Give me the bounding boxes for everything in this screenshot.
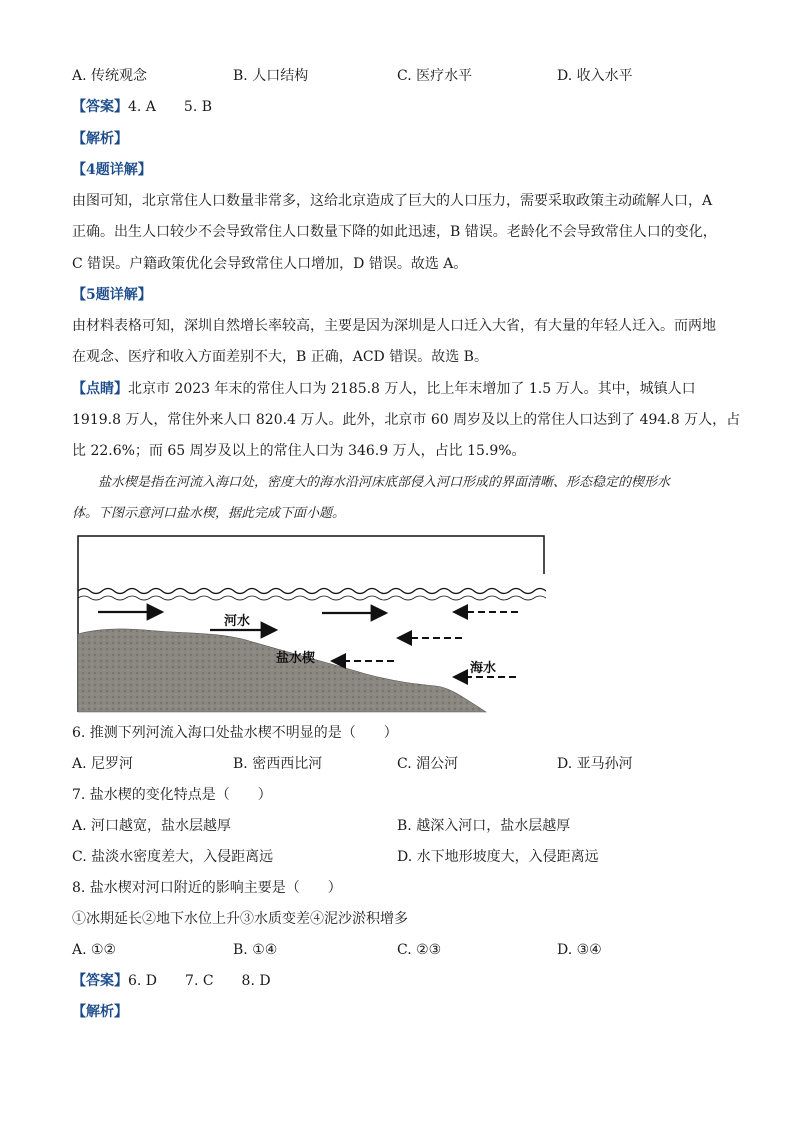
- q8-option-c: C. ②③: [397, 942, 442, 958]
- q6-option-b: B. 密西西比河: [233, 756, 323, 772]
- q7-option-b: B. 越深入河口，盐水层越厚: [397, 818, 571, 834]
- q7-stem: 7. 盐水楔的变化特点是（ ）: [72, 787, 272, 803]
- salt-wedge-figure: [76, 534, 546, 714]
- sea-label: 海水: [470, 661, 497, 676]
- q8-stem: 8. 盐水楔对河口附近的影响主要是（ ）: [72, 880, 342, 896]
- tips-tag: 【点睛】: [72, 381, 128, 397]
- q4-detail-line: 正确。出生人口较少不会导致常住人口数量下降的如此迅速，B 错误。老龄化不会导致常住人口的变化，: [72, 224, 717, 240]
- q6-stem: 6. 推测下列河流入海口处盐水楔不明显的是（ ）: [72, 725, 398, 741]
- q4-detail-tag: 【4题详解】: [72, 162, 152, 178]
- analysis-tag: 【解析】: [72, 1004, 128, 1020]
- q3-option-b: B. 人口结构: [233, 68, 309, 84]
- river-bed: [78, 629, 486, 712]
- q7-option-d: D. 水下地形坡度大，入侵距离远: [397, 849, 599, 865]
- q5-detail-line: 在观念、医疗和收入方面差别不大，B 正确，ACD 错误。故选 B。: [72, 349, 488, 365]
- answer-line-2: [72, 972, 271, 990]
- intro-line: 体。下图示意河口盐水楔，据此完成下面小题。: [72, 506, 346, 521]
- q4-detail-line: C 错误。户籍政策优化会导致常住人口增加，D 错误。故选 A。: [72, 256, 468, 272]
- q3-option-c: C. 医疗水平: [397, 68, 473, 84]
- analysis-tag: 【解析】: [72, 131, 128, 147]
- wedge-label: 盐水楔: [276, 651, 316, 666]
- answer-tag: 【答案】: [72, 973, 128, 989]
- q6-option-d: D. 亚马孙河: [557, 756, 633, 772]
- water-surface-2: [78, 596, 546, 600]
- q6-option-a: A. 尼罗河: [72, 756, 134, 772]
- q3-option-a: A. 传统观念: [72, 68, 148, 84]
- answer-text: 4. A 5. B: [128, 99, 213, 115]
- answer-text: 6. D 7. C 8. D: [128, 973, 271, 989]
- tips-line-1: [72, 380, 696, 398]
- q5-detail-line: 由材料表格可知，深圳自然增长率较高，主要是因为深圳是人口迁入大省，有大量的年轻人迁入。而两地: [72, 318, 716, 334]
- q3-option-d: D. 收入水平: [557, 68, 633, 84]
- q8-option-a: A. ①②: [72, 942, 117, 958]
- q5-detail-tag: 【5题详解】: [72, 287, 152, 303]
- answer-line-1: [72, 98, 212, 116]
- q7-option-c: C. 盐淡水密度差大，入侵距离远: [72, 849, 274, 865]
- q4-detail-line: 由图可知，北京常住人口数量非常多，这给北京造成了巨大的人口压力，需要采取政策主动疏解人口，A: [72, 193, 713, 209]
- q8-items: ①冰期延长②地下水位上升③水质变差④泥沙淤积增多: [72, 911, 408, 927]
- intro-line: 盐水楔是指在河流入海口处，密度大的海水沿河床底部侵入河口形成的界面清晰、形态稳定的楔形水: [98, 475, 671, 490]
- q6-option-c: C. 湄公河: [397, 756, 459, 772]
- answer-tag: 【答案】: [72, 99, 128, 115]
- tips-text: 北京市 2023 年末的常住人口为 2185.8 万人，比上年末增加了 1.5 万人。其中，城镇人口: [128, 381, 696, 397]
- tips-line: 比 22.6%；而 65 周岁及以上的常住人口为 346.9 万人，占比 15.9%。: [72, 443, 526, 459]
- q7-option-a: A. 河口越宽，盐水层越厚: [72, 818, 232, 834]
- q8-option-b: B. ①④: [233, 942, 278, 958]
- water-surface: [78, 589, 546, 594]
- q8-option-d: D. ③④: [557, 942, 602, 958]
- river-label: 河水: [224, 614, 251, 629]
- tips-line: 1919.8 万人，常住外来人口 820.4 万人。此外，北京市 60 周岁及以上的常住人口达到了 494.8 万人，占: [72, 412, 741, 428]
